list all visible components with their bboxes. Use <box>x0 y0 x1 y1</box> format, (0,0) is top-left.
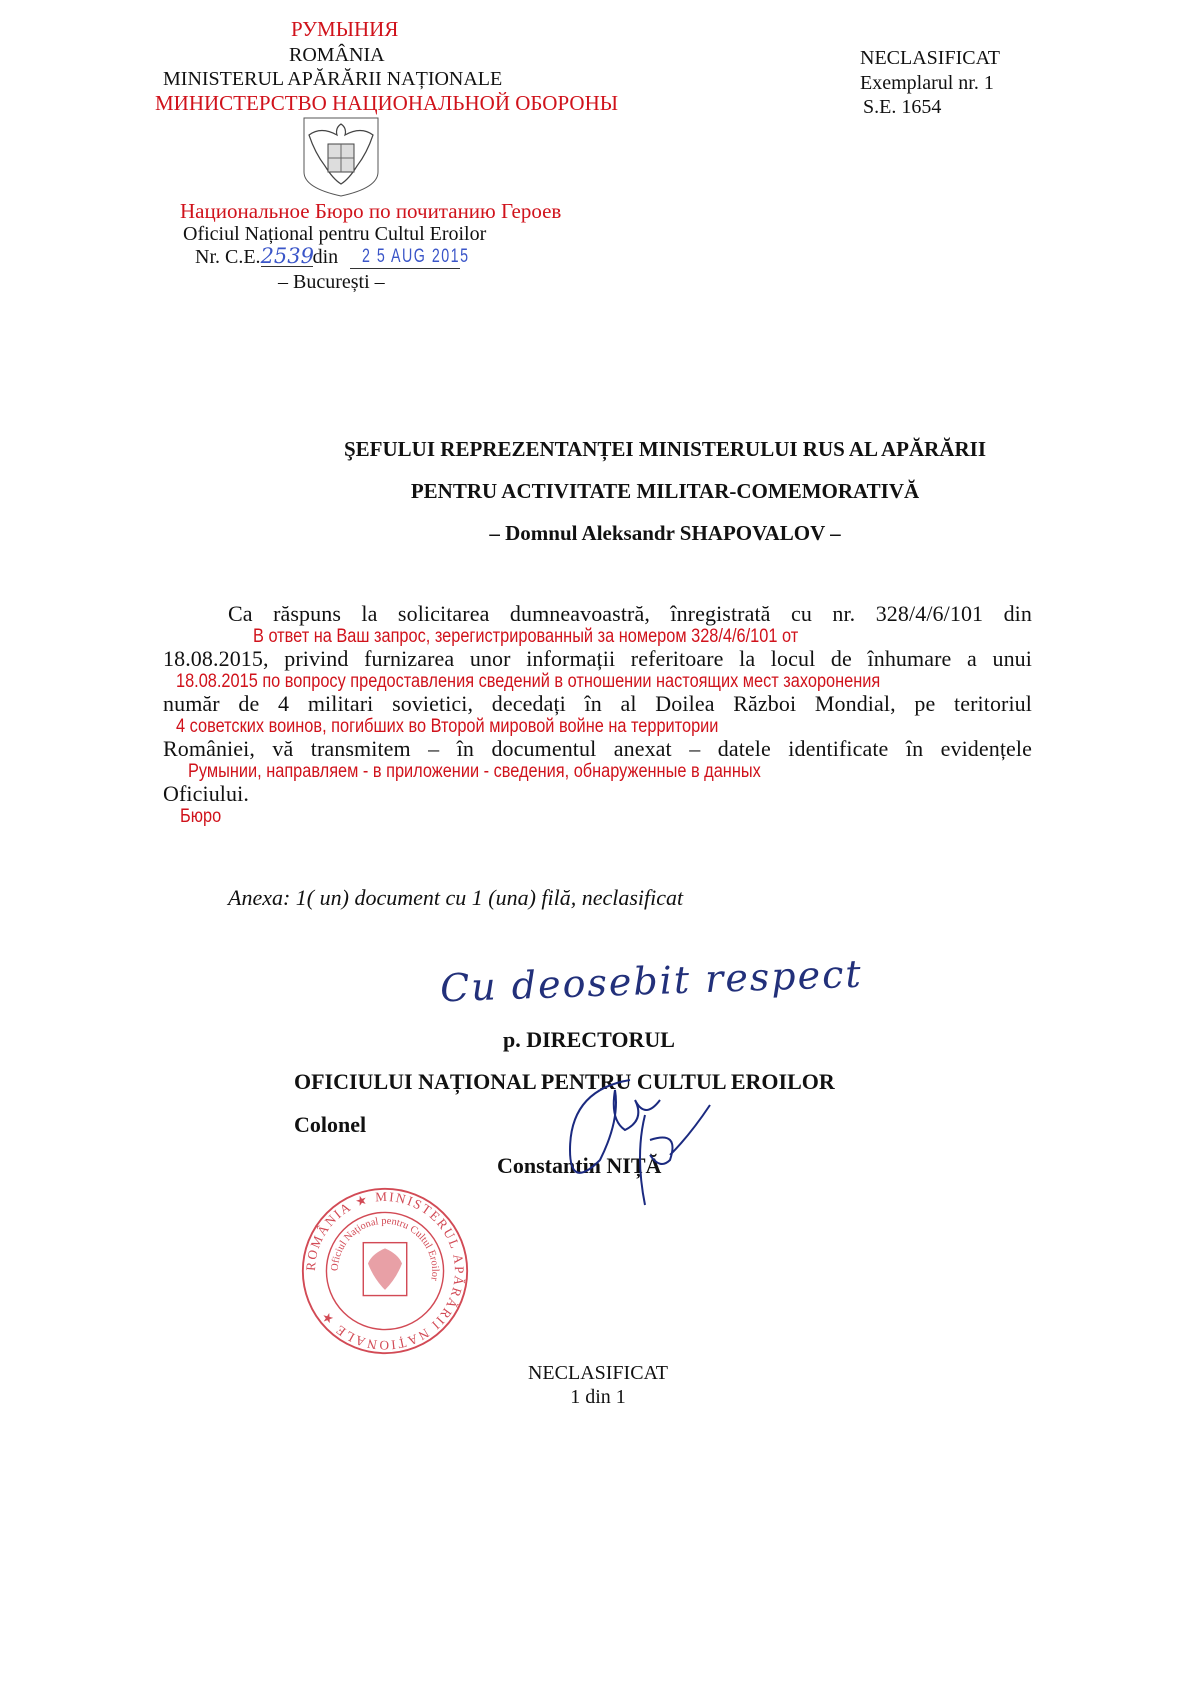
addressee-line-2: PENTRU ACTIVITATE MILITAR-COMEMORATIVĂ <box>410 479 920 503</box>
body-line-ru: Бюро <box>180 806 222 827</box>
ministry: MINISTERUL APĂRĂRII NAȚIONALE <box>163 68 503 90</box>
country-ru: РУМЫНИЯ <box>291 17 399 41</box>
official-seal-icon <box>300 1186 470 1356</box>
seal-outer-text: ROMÂNIA ★ MINISTERUL APĂRĂRII NAȚIONALE ★ <box>302 1188 467 1354</box>
classification-level: NECLASIFICAT <box>860 47 1001 69</box>
handwritten-closing: Cu deosebit respect <box>439 951 864 1011</box>
body-line-ro: Ca răspuns la solicitarea dumneavoastră, înregistrată cu nr. 328/4/6/101 din <box>228 601 1032 626</box>
body-line-ru: В ответ на Ваш запрос, зерегистрированный за номером 328/4/6/101 от <box>253 626 799 647</box>
body-line-ro: 18.08.2015, privind furnizarea unor informații referitoare la locul de înhumare a unui <box>163 646 1032 671</box>
country: ROMÂNIA <box>289 44 385 66</box>
office: Oficiul Național pentru Cultul Eroilor <box>183 223 487 245</box>
addressee-line-3: – Domnul Aleksandr SHAPOVALOV – <box>489 521 841 545</box>
coat-of-arms-icon <box>302 116 380 198</box>
office-ru: Национальное Бюро по почитанию Героев <box>180 199 562 223</box>
date-underline <box>350 268 460 269</box>
annex: Anexa: 1( un) document cu 1 (una) filă, neclasificat <box>228 885 684 910</box>
date-stamp: 2 5 AUG 2015 <box>362 246 470 267</box>
signature-rank: Colonel <box>294 1112 367 1137</box>
nr-value: 2539 <box>260 244 315 268</box>
registration-number <box>195 246 338 268</box>
addressee-line-1: ŞEFULUI REPREZENTANȚEI MINISTERULUI RUS AL APĂRĂRII <box>344 437 986 461</box>
body-line-ro: număr de 4 militari sovietici, decedați în al Doilea Război Mondial, pe teritoriul <box>163 691 1032 716</box>
body-line-ru: 18.08.2015 по вопросу предоставления сведений в отношении настоящих мест захоронения <box>176 671 881 692</box>
nr-label: Nr. C.E. <box>195 246 261 268</box>
body-line-ro: Oficiului. <box>163 781 249 806</box>
body-line-ru: 4 советских воинов, погибших во Второй мировой войне на территории <box>176 716 719 737</box>
signature-role: p. DIRECTORUL <box>503 1027 675 1052</box>
handwritten-signature-icon <box>560 1060 730 1220</box>
city: – București – <box>278 271 385 293</box>
copy-number: Exemplarul nr. 1 <box>860 72 994 94</box>
footer-classification: NECLASIFICAT <box>527 1362 668 1384</box>
seal-inner-text: Oficiul Național pentru Cultul Eroilor <box>329 1215 441 1282</box>
footer-page: 1 din 1 <box>570 1386 626 1408</box>
signature-name: Constantin NIȚĂ <box>497 1153 662 1178</box>
ministry-ru: МИНИСТЕРСТВО НАЦИОНАЛЬНОЙ ОБОРОНЫ <box>155 91 619 115</box>
din-label: din <box>312 246 339 268</box>
se-number: S.E. 1654 <box>863 96 942 118</box>
body-line-ro: României, vă transmitem – în documentul anexat – datele identificate în evidențele <box>163 736 1032 761</box>
body-line-ru: Румынии, направляем - в приложении - сведения, обнаруженные в данных <box>188 761 761 782</box>
signature-office: OFICIULUI NAȚIONAL PENTRU CULTUL EROILOR <box>294 1069 835 1094</box>
